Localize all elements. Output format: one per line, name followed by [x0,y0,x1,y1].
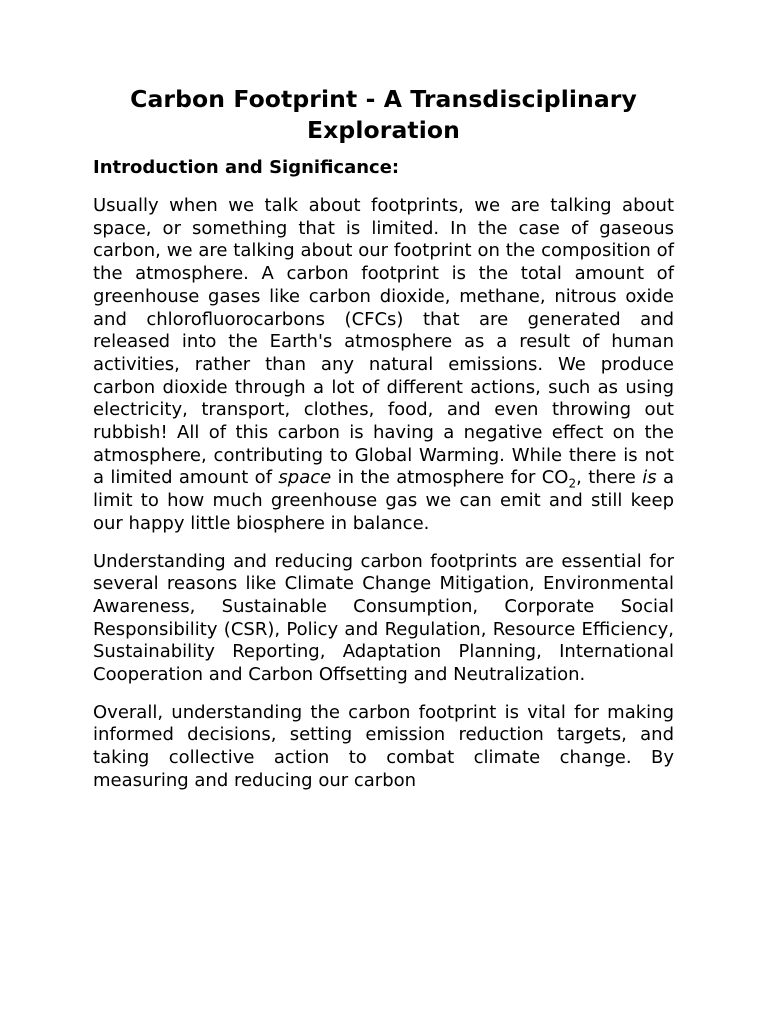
paragraph-intro [93,195,674,536]
paragraph-reasons: Understanding and reducing carbon footprints are essential for several reasons like Climate Change Mitigation, Environmental Awareness, Sustainable Consumption, Corporate Social Responsibility (CSR), Policy and Regulation, Resource Efficiency, Sustainability Reporting, Adaptation Planning, International Cooperation and Carbon Offsetting and Neutralization. [93,550,674,686]
paragraph-overall: Overall, understanding the carbon footprint is vital for making informed decisions, setting emission reduction targets, and taking collective action to combat climate change. By measuring and reducing our carbon [93,701,674,791]
paragraph-intro-text-2: in the atmosphere for CO [331,467,569,489]
page-bottom-margin [0,910,768,1024]
document-title: Carbon Footprint - A Transdisciplinary Exploration [130,85,637,144]
emphasis-space: space [278,467,332,489]
paragraph-intro-text-1: Usually when we talk about footprints, we are talking about space, or something that is limited. In the case of gaseous carbon, we are talking about our footprint on the composition of the atmosphere. A carbon footprint is the total amount of greenhouse gases like carbon dioxide, methane, nitrous oxide and chlorofluorocarbons (CFCs) that are generated and released into the Earth's atmosphere as a result of human activities, rather than any natural emissions. We produce carbon dioxide through a lot of different actions, such as using electricity, transport, clothes, food, and even throwing out rubbish! All of this carbon is having a negative effect on the atmosphere, contributing to Global Warming. While there is not a limited amount of [93,195,674,489]
emphasis-is: is [642,467,657,489]
document-page [93,84,674,793]
section-heading: Introduction and Significance: [93,157,400,178]
paragraph-intro-text-3: , there [576,467,643,489]
paragraph-intro-text-4: a limit to how much greenhouse gas we can emit and still keep our happy little biosphere in balance. [93,467,674,534]
co2-subscript: 2 [568,477,577,492]
